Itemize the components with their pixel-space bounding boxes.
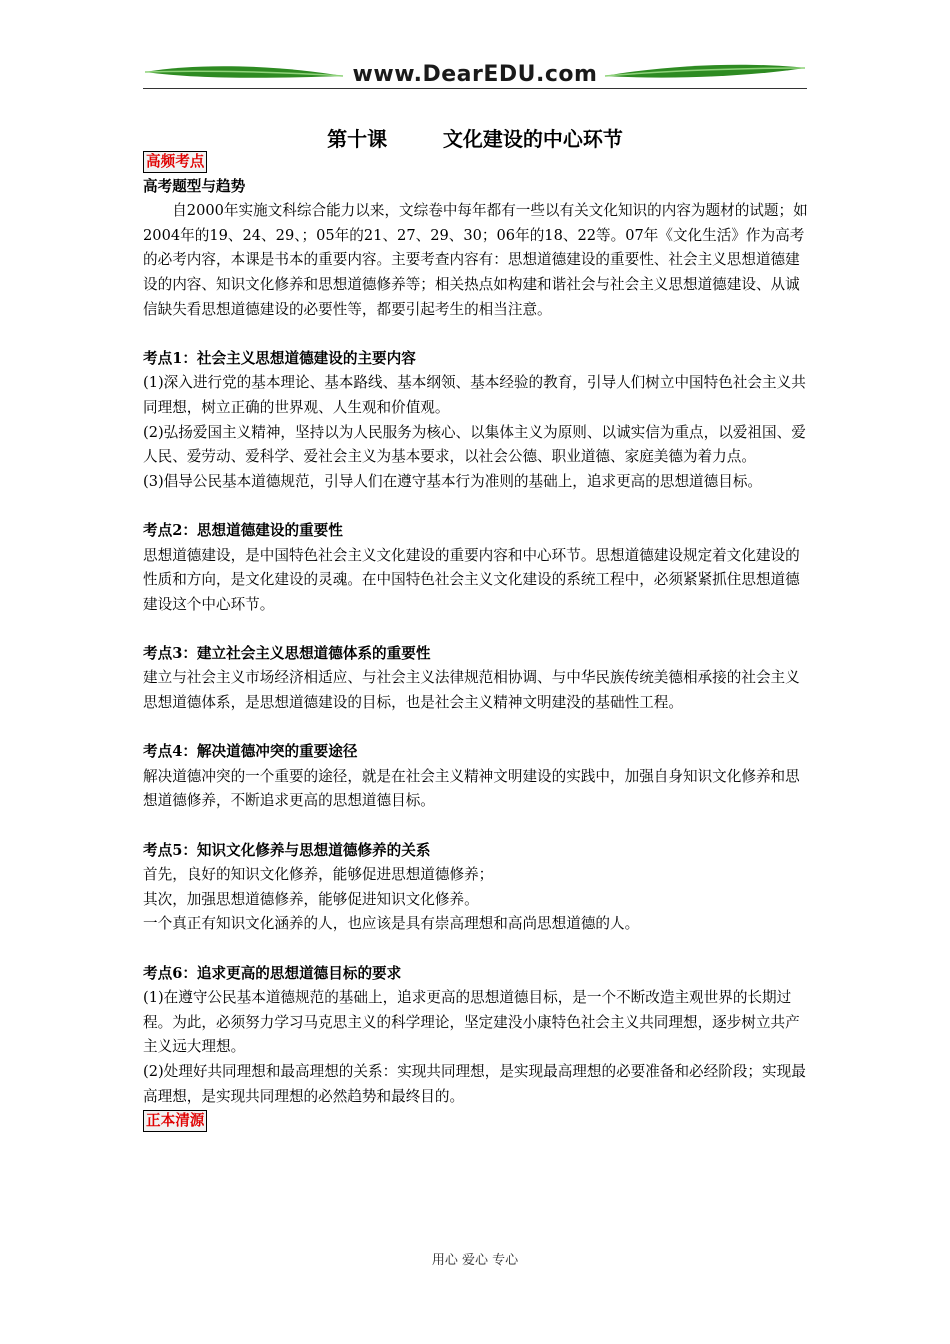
header-divider [143, 88, 807, 89]
point-4-para-1: 解决道德冲突的一个重要的途径，就是在社会主义精神文明建设的实践中，加强自身知识文化修养和思想道德修养，不断追求更高的思想道德目标。 [143, 767, 800, 810]
document-body [143, 150, 813, 1134]
point-1-para-1: (1)深入进行党的基本理论、基本路线、基本纲领、基本经验的教育，引导人们树立中国特色社会主义共同理想，树立正确的世界观、人生观和价值观。 [143, 374, 806, 416]
point-6-heading: 考点6：追求更高的思想道德目标的要求 [143, 964, 402, 982]
page-footer: 用心 爱心 专心 [431, 1253, 519, 1268]
point-4-heading: 考点4：解决道德冲突的重要途径 [143, 743, 358, 761]
page-title: 第十课 文化建设的中心环节 [327, 127, 623, 151]
site-logo[interactable]: www.DearEDU.com [352, 62, 598, 87]
point-2-para-1: 思想道德建设，是中国特色社会主义文化建设的重要内容和中心环节。思想道德建设规定着文化建设的性质和方向，是文化建设的灵魂。在中国特色社会主义文化建设的系统工程中，必须紧紧抓住思想道德建设这个中心环节。 [143, 546, 800, 613]
tag-high-frequency: 高频考点 [143, 151, 207, 173]
point-3-heading: 考点3：建立社会主义思想道德体系的重要性 [143, 644, 431, 662]
point-5-para-3: 一个真正有知识文化涵养的人，也应该是具有崇高理想和高尚思想道德的人。 [143, 915, 640, 933]
point-5-para-2: 其次，加强思想道德修养，能够促进知识文化修养。 [143, 890, 479, 908]
point-6-para-1: (1)在遵守公民基本道德规范的基础上，追求更高的思想道德目标，是一个不断改造主观世界的长期过程。为此，必须努力学习马克思主义的科学理论，坚定建没小康特色社会主义共同理想，逐步树立共产主义远大理想。 [143, 989, 800, 1056]
site-header [143, 60, 807, 96]
point-1-para-2: (2)弘扬爱国主义精神，坚持以为人民服务为核心、以集体主义为原则、以诚实信为重点，以爱祖国、爱人民、爱劳动、爱科学、爱社会主义为基本要求，以社会公德、职业道德、家庭美德为着力点。 [143, 423, 806, 466]
point-6-para-2: (2)处理好共同理想和最高理想的关系：实现共同理想，是实现最高理想的必要准备和必经阶段；实现最高理想，是实现共同理想的必然趋势和最终目的。 [143, 1062, 806, 1105]
point-5-heading: 考点5：知识文化修养与思想道德修养的关系 [143, 841, 431, 859]
point-5-para-1: 首先，良好的知识文化修养，能够促进思想道德修养； [143, 866, 494, 884]
point-1-heading: 考点1：社会主义思想道德建设的主要内容 [143, 349, 416, 367]
point-1-para-3: (3)倡导公民基本道德规范，引导人们在遵守基本行为准则的基础上，追求更高的思想道德目标。 [143, 472, 763, 490]
point-2-heading: 考点2：思想道德建设的重要性 [143, 521, 343, 539]
intro-paragraph: 自2000年实施文科综合能力以来，文综卷中每年都有一些以有关文化知识的内容为题材的试题；如2004年的19、24、29、；05年的21、27、29、30；06年的18、22等。07年《文化生活》作为高考的必考内容，本课是书本的重要内容。主要考查内容有：思想道德建设的重要性、社会主义思想道德建设的内容、知识文化修养和思想道德修养等；相关热点如构建和谐社会与社会主义思想道德建设、从诚信缺失看思想道德建设的必要性等，都要引起考生的相当注意。 [143, 202, 808, 318]
point-3-para-1: 建立与社会主义市场经济相适应、与社会主义法律规范相协调、与中华民族传统美德相承接的社会主义思想道德体系，是思想道德建设的目标，也是社会主义精神文明建没的基础性工程。 [143, 669, 800, 712]
intro-heading: 高考题型与趋势 [143, 177, 246, 195]
tag-source: 正本清源 [143, 1110, 207, 1132]
